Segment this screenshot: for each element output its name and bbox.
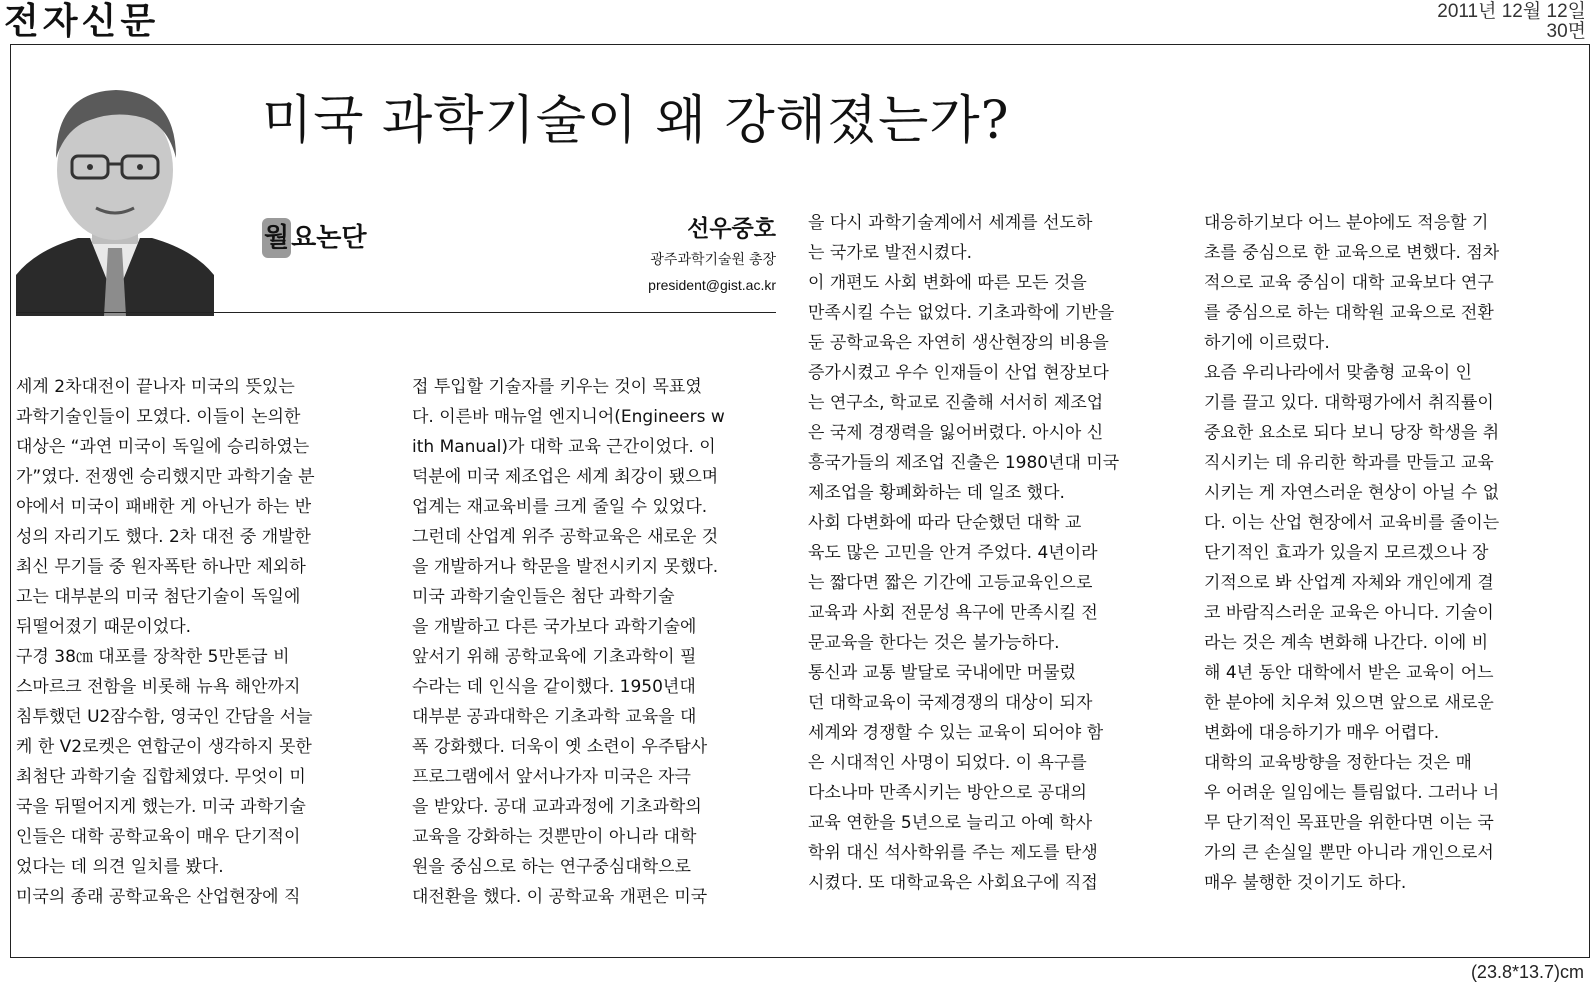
body-line: 인들은 대학 공학교육이 매우 단기적이 [16,827,301,847]
body-line: 프로그램에서 앞서나가자 미국은 자극 [412,767,691,787]
header-divider [16,312,776,313]
body-line: 변화에 대응하기가 매우 어렵다. [1204,723,1440,743]
body-line: 을 개발하고 다른 국가보다 과학기술에 [412,617,697,637]
body-line: 그런데 산업계 위주 공학교육은 새로운 것 [412,527,719,547]
body-line: 교육 연한을 5년으로 늘리고 아예 학사 [808,813,1093,833]
author-name: 선우중호 [687,216,776,242]
body-line: 대응하기보다 어느 분야에도 적응할 기 [1204,213,1489,233]
body-line: 던 대학교육이 국제경쟁의 대상이 되자 [808,693,1093,713]
body-line: 육도 많은 고민을 안겨 주었다. 4년이라 [808,543,1098,563]
body-line: 대상은 “과연 미국이 독일에 승리하였는 [16,437,310,457]
body-line: 대전환을 했다. 이 공학교육 개편은 미국 [412,887,708,907]
body-line: 라는 것은 계속 변화해 나간다. 이에 비 [1204,633,1489,653]
body-line: 과학기술인들이 모였다. 이들이 논의한 [16,407,301,427]
body-line: 최첨단 과학기술 집합체였다. 무엇이 미 [16,767,306,787]
body-line: 대부분 공과대학은 기초과학 교육을 대 [412,707,697,727]
body-line: 접 투입할 기술자를 키우는 것이 목표였 [412,377,702,397]
body-line: 적으로 교육 중심이 대학 교육보다 연구 [1204,273,1494,293]
body-line: 가의 큰 손실일 뿐만 아니라 개인으로서 [1204,843,1494,863]
body-line: 국을 뒤떨어지게 했는가. 미국 과학기술 [16,797,306,817]
body-line: 무 단기적인 목표만을 위한다면 이는 국 [1204,813,1494,833]
body-line: 교육을 강화하는 것뿐만이 아니라 대학 [412,827,697,847]
body-line: ith Manual)가 대학 교육 근간이었다. 이 [412,437,716,457]
body-line: 한 분야에 치우쳐 있으면 앞으로 새로운 [1204,693,1494,713]
body-line: 다소나마 만족시키는 방안으로 공대의 [808,783,1087,803]
body-line: 만족시킬 수는 없었다. 기초과학에 기반을 [808,303,1115,323]
body-line: 미국의 종래 공학교육은 산업현장에 직 [16,887,301,907]
body-line: 증가시켰고 우수 인재들이 산업 현장보다 [808,363,1109,383]
body-line: 해 4년 동안 대학에서 받은 교육이 어느 [1204,663,1494,683]
body-line: 최신 무기들 중 원자폭탄 하나만 제외하 [16,557,306,577]
body-line: 폭 강화했다. 더욱이 옛 소련이 우주탐사 [412,737,708,757]
body-line: 다. 이는 산업 현장에서 교육비를 줄이는 [1204,513,1500,533]
body-line: 중요한 요소로 되다 보니 당장 학생을 취 [1204,423,1500,443]
body-line: 는 국가로 발전시켰다. [808,243,973,263]
body-line: 스마르크 전함을 비롯해 뉴욕 해안까지 [16,677,301,697]
body-line: 학위 대신 석사학위를 주는 제도를 탄생 [808,843,1098,863]
body-line: 성의 자리기도 했다. 2차 대전 중 개발한 [16,527,311,547]
body-line: 야에서 미국이 패배한 게 아닌가 하는 반 [16,497,312,517]
body-line: 시키는 게 자연스러운 현상이 아닐 수 없 [1204,483,1500,503]
body-line: 초를 중심으로 한 교육으로 변했다. 점차 [1204,243,1500,263]
body-column-1 [16,372,386,912]
body-line: 기적으로 봐 산업계 자체와 개인에게 결 [1204,573,1494,593]
body-column-2 [412,372,784,912]
headline: 미국 과학기술이 왜 강해졌는가? [262,91,1010,151]
body-line: 덕분에 미국 제조업은 세계 최강이 됐으며 [412,467,719,487]
author-photo [16,70,214,316]
body-line: 요즘 우리나라에서 맞춤형 교육이 인 [1204,363,1472,383]
column-series-label [262,218,366,258]
body-line: 은 국제 경쟁력을 잃어버렸다. 아시아 신 [808,423,1104,443]
masthead: 전자신문 [4,1,160,42]
body-line: 를 중심으로 하는 대학원 교육으로 전환 [1204,303,1494,323]
byline [520,212,776,298]
body-line: 었다는 데 의견 일치를 봤다. [16,857,224,877]
body-line: 문교육을 한다는 것은 불가능하다. [808,633,1060,653]
body-line: 고는 대부분의 미국 첨단기술이 독일에 [16,587,301,607]
body-line: 구경 38㎝ 대포를 장착한 5만톤급 비 [16,647,290,667]
body-line: 가”였다. 전쟁엔 승리했지만 과학기술 분 [16,467,315,487]
body-line: 우 어려운 일임에는 틀림없다. 그러나 너 [1204,783,1500,803]
body-line: 이 개편도 사회 변화에 따른 모든 것을 [808,273,1087,293]
body-line: 뒤떨어졌기 때문이었다. [16,617,192,637]
body-line: 단기적인 효과가 있을지 모르겠으나 장 [1204,543,1489,563]
body-line: 수라는 데 인식을 같이했다. 1950년대 [412,677,696,697]
body-line: 사회 다변화에 따라 단순했던 대학 교 [808,513,1082,533]
body-line: 대학의 교육방향을 정한다는 것은 매 [1204,753,1472,773]
series-rest: 요논단 [291,223,367,253]
body-line: 코 바람직스러운 교육은 아니다. 기술이 [1204,603,1494,623]
series-first-char: 월 [262,218,291,258]
article-size-note: (23.8*13.7)cm [1470,962,1584,982]
body-line: 다. 이른바 매뉴얼 엔지니어(Engineers w [412,407,725,427]
author-email: president@gist.ac.kr [648,277,776,293]
body-line: 교육과 사회 전문성 욕구에 만족시킬 전 [808,603,1098,623]
body-line: 는 짧다면 짧은 기간에 고등교육인으로 [808,573,1093,593]
date: 2011년 12월 12일 [1437,1,1586,22]
body-line: 직시키는 데 유리한 학과를 만들고 교육 [1204,453,1494,473]
body-line: 하기에 이르렀다. [1204,333,1330,353]
body-line: 케 한 V2로켓은 연합군이 생각하지 못한 [16,737,312,757]
body-line: 통신과 교통 발달로 국내에만 머물렀 [808,663,1076,683]
body-line: 세계와 경쟁할 수 있는 교육이 되어야 함 [808,723,1104,743]
body-line: 미국 과학기술인들은 첨단 과학기술 [412,587,675,607]
author-portrait-icon [16,70,214,316]
body-line: 둔 공학교육은 자연히 생산현장의 비용을 [808,333,1109,353]
body-line: 기를 끌고 있다. 대학평가에서 취직률이 [1204,393,1494,413]
body-line: 원을 중심으로 하는 연구중심대학으로 [412,857,691,877]
dateline [1437,2,1586,42]
body-line: 매우 불행한 것이기도 하다. [1204,873,1407,893]
body-column-3 [808,208,1180,898]
body-line: 을 개발하거나 학문을 발전시키지 못했다. [412,557,719,577]
body-column-4 [1204,208,1584,898]
author-affiliation: 광주과학기술원 총장 [650,251,776,267]
body-line: 은 시대적인 사명이 되었다. 이 욕구를 [808,753,1087,773]
body-line: 제조업을 황폐화하는 데 일조 했다. [808,483,1065,503]
body-line: 세계 2차대전이 끝나자 미국의 뜻있는 [16,377,295,397]
body-line: 흥국가들의 제조업 진출은 1980년대 미국 [808,453,1120,473]
body-line: 앞서기 위해 공학교육에 기초과학이 필 [412,647,697,667]
body-line: 을 다시 과학기술계에서 세계를 선도하 [808,213,1093,233]
page-number: 30면 [1546,21,1586,42]
body-line: 을 받았다. 공대 교과과정에 기초과학의 [412,797,702,817]
body-line: 침투했던 U2잠수함, 영국인 간담을 서늘 [16,707,313,727]
body-line: 는 연구소, 학교로 진출해 서서히 제조업 [808,393,1104,413]
body-line: 업계는 재교육비를 크게 줄일 수 있었다. [412,497,708,517]
body-line: 시켰다. 또 대학교육은 사회요구에 직접 [808,873,1098,893]
